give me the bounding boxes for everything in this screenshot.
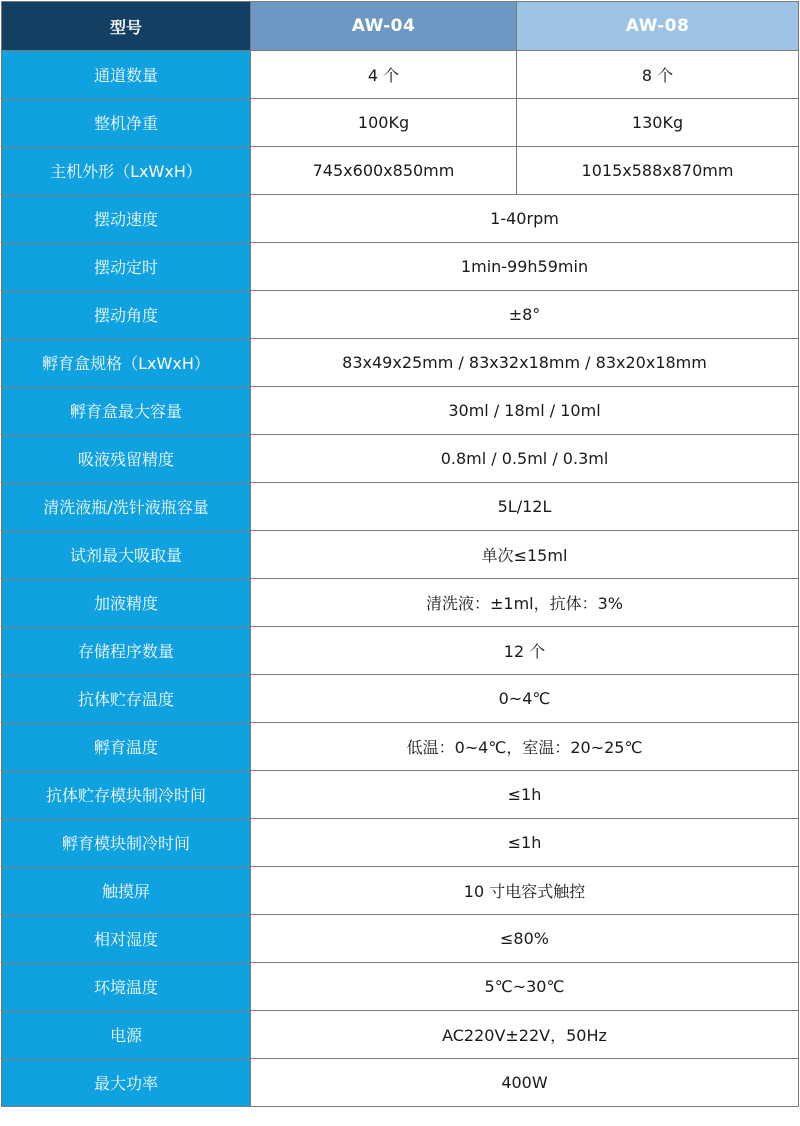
header-row xyxy=(2,2,799,51)
table-row xyxy=(2,387,799,435)
value-shared: 10 寸电容式触控 xyxy=(251,867,799,915)
table-row xyxy=(2,195,799,243)
value-shared: ±8° xyxy=(251,291,799,339)
row-label: 孵育盒最大容量 xyxy=(2,387,251,435)
value-shared: ≤1h xyxy=(251,819,799,867)
row-label: 吸液残留精度 xyxy=(2,435,251,483)
table-row xyxy=(2,435,799,483)
value-shared: 5L/12L xyxy=(251,483,799,531)
value-shared: ≤1h xyxy=(251,771,799,819)
table-row xyxy=(2,915,799,963)
row-label: 孵育模块制冷时间 xyxy=(2,819,251,867)
row-label: 摆动速度 xyxy=(2,195,251,243)
value-shared: ≤80% xyxy=(251,915,799,963)
header-model-aw08: AW-08 xyxy=(517,2,799,51)
value-shared: 1-40rpm xyxy=(251,195,799,243)
row-label: 电源 xyxy=(2,1011,251,1059)
value-shared: 30ml / 18ml / 10ml xyxy=(251,387,799,435)
row-label: 存储程序数量 xyxy=(2,627,251,675)
value-aw04: 745x600x850mm xyxy=(251,147,517,195)
row-label: 通道数量 xyxy=(2,51,251,99)
row-label: 摆动定时 xyxy=(2,243,251,291)
value-shared: 5℃~30℃ xyxy=(251,963,799,1011)
table-row xyxy=(2,339,799,387)
table-row xyxy=(2,963,799,1011)
row-label: 抗体贮存模块制冷时间 xyxy=(2,771,251,819)
row-label: 触摸屏 xyxy=(2,867,251,915)
value-shared: 单次≤15ml xyxy=(251,531,799,579)
row-label: 孵育温度 xyxy=(2,723,251,771)
value-shared: 12 个 xyxy=(251,627,799,675)
row-label: 整机净重 xyxy=(2,99,251,147)
row-label: 最大功率 xyxy=(2,1059,251,1107)
table-row xyxy=(2,99,799,147)
row-label: 试剂最大吸取量 xyxy=(2,531,251,579)
value-shared: AC220V±22V，50Hz xyxy=(251,1011,799,1059)
value-aw08: 8 个 xyxy=(517,51,799,99)
value-aw04: 4 个 xyxy=(251,51,517,99)
table-row xyxy=(2,579,799,627)
value-shared: 83x49x25mm / 83x32x18mm / 83x20x18mm xyxy=(251,339,799,387)
row-label: 孵育盒规格（LxWxH） xyxy=(2,339,251,387)
value-shared: 清洗液：±1ml，抗体：3% xyxy=(251,579,799,627)
row-label: 相对湿度 xyxy=(2,915,251,963)
table-row xyxy=(2,1059,799,1107)
header-label: 型号 xyxy=(2,2,251,51)
table-row xyxy=(2,243,799,291)
value-shared: 0~4℃ xyxy=(251,675,799,723)
table-row xyxy=(2,675,799,723)
table-row xyxy=(2,531,799,579)
row-label: 环境温度 xyxy=(2,963,251,1011)
value-shared: 1min-99h59min xyxy=(251,243,799,291)
table-row xyxy=(2,771,799,819)
value-aw08: 1015x588x870mm xyxy=(517,147,799,195)
table-row xyxy=(2,867,799,915)
table-row xyxy=(2,147,799,195)
value-aw08: 130Kg xyxy=(517,99,799,147)
row-label: 加液精度 xyxy=(2,579,251,627)
value-shared: 0.8ml / 0.5ml / 0.3ml xyxy=(251,435,799,483)
spec-table xyxy=(1,1,799,1107)
table-row xyxy=(2,819,799,867)
row-label: 清洗液瓶/洗针液瓶容量 xyxy=(2,483,251,531)
row-label: 摆动角度 xyxy=(2,291,251,339)
value-aw04: 100Kg xyxy=(251,99,517,147)
table-row xyxy=(2,51,799,99)
table-row xyxy=(2,723,799,771)
row-label: 主机外形（LxWxH） xyxy=(2,147,251,195)
table-row xyxy=(2,627,799,675)
table-row xyxy=(2,291,799,339)
value-shared: 低温：0~4℃，室温：20~25℃ xyxy=(251,723,799,771)
row-label: 抗体贮存温度 xyxy=(2,675,251,723)
value-shared: 400W xyxy=(251,1059,799,1107)
header-model-aw04: AW-04 xyxy=(251,2,517,51)
table-row xyxy=(2,1011,799,1059)
table-row xyxy=(2,483,799,531)
